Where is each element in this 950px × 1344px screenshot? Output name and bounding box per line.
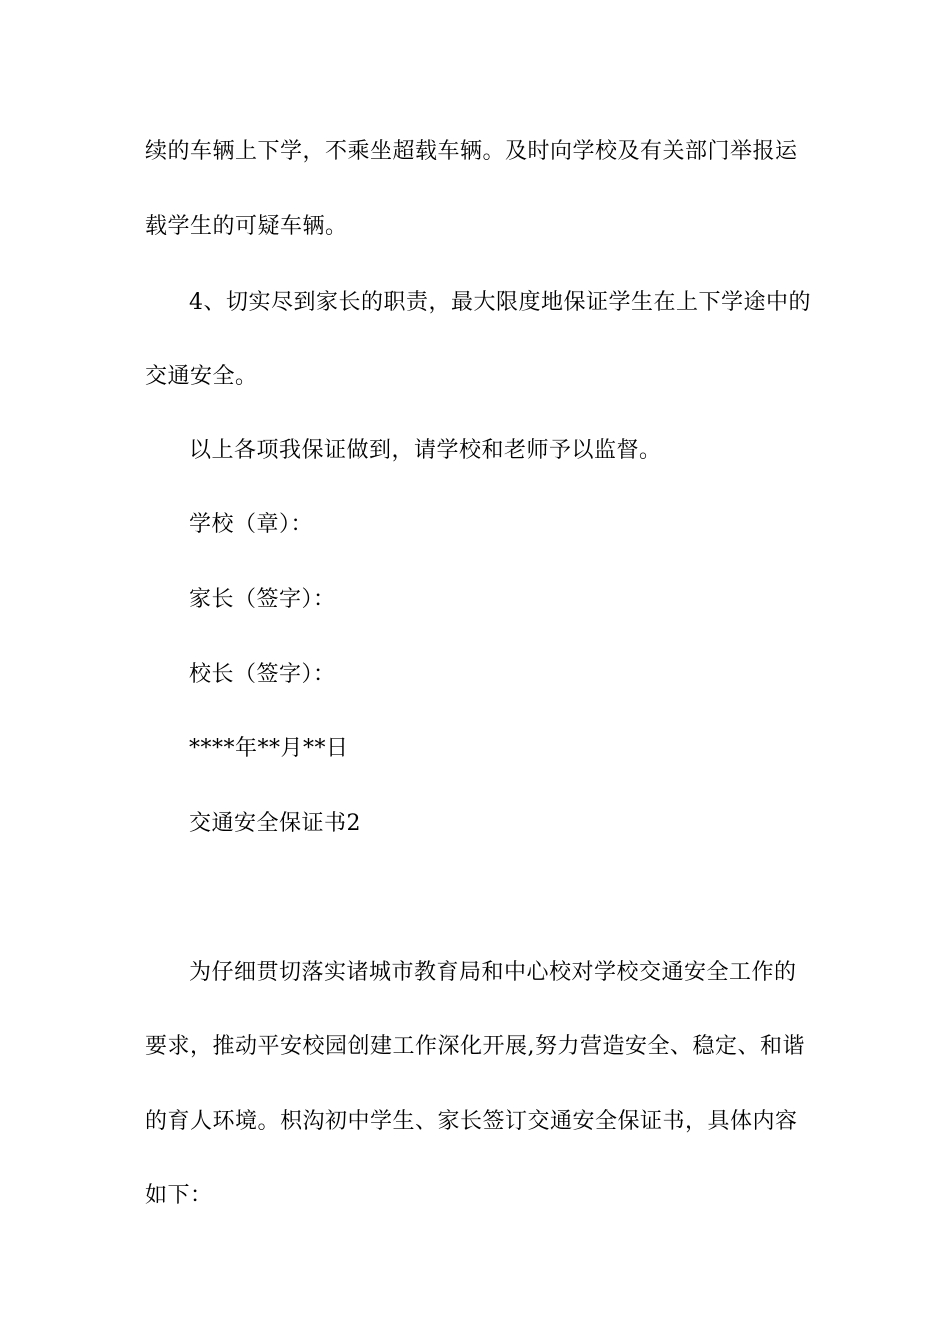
signature-principal-label: 校长（签字）： [189, 662, 336, 687]
paragraph-line: 如下： [145, 1183, 213, 1208]
paragraph-line: 4、切实尽到家长的职责，最大限度地保证学生在上下学途中的 [189, 290, 811, 315]
date-line: ****年**月**日 [189, 736, 349, 761]
paragraph-line: 交通安全。 [145, 364, 258, 389]
signature-school-label: 学校（章）： [189, 512, 314, 537]
paragraph-line: 的育人环境。枳沟初中学生、家长签订交通安全保证书，具体内容 [145, 1109, 798, 1134]
paragraph-line: 以上各项我保证做到，请学校和老师予以监督。 [189, 438, 662, 463]
signature-parent-label: 家长（签字）： [189, 587, 336, 612]
paragraph-line: 为仔细贯切落实诸城市教育局和中心校对学校交通安全工作的 [189, 960, 797, 985]
paragraph-line: 载学生的可疑车辆。 [145, 214, 348, 239]
paragraph-line: 续的车辆上下学，不乘坐超载车辆。及时向学校及有关部门举报运 [145, 139, 798, 164]
section-title: 交通安全保证书2 [189, 811, 361, 836]
paragraph-line: 要求，推动平安校园创建工作深化开展,努力营造安全、稳定、和谐 [145, 1034, 805, 1059]
